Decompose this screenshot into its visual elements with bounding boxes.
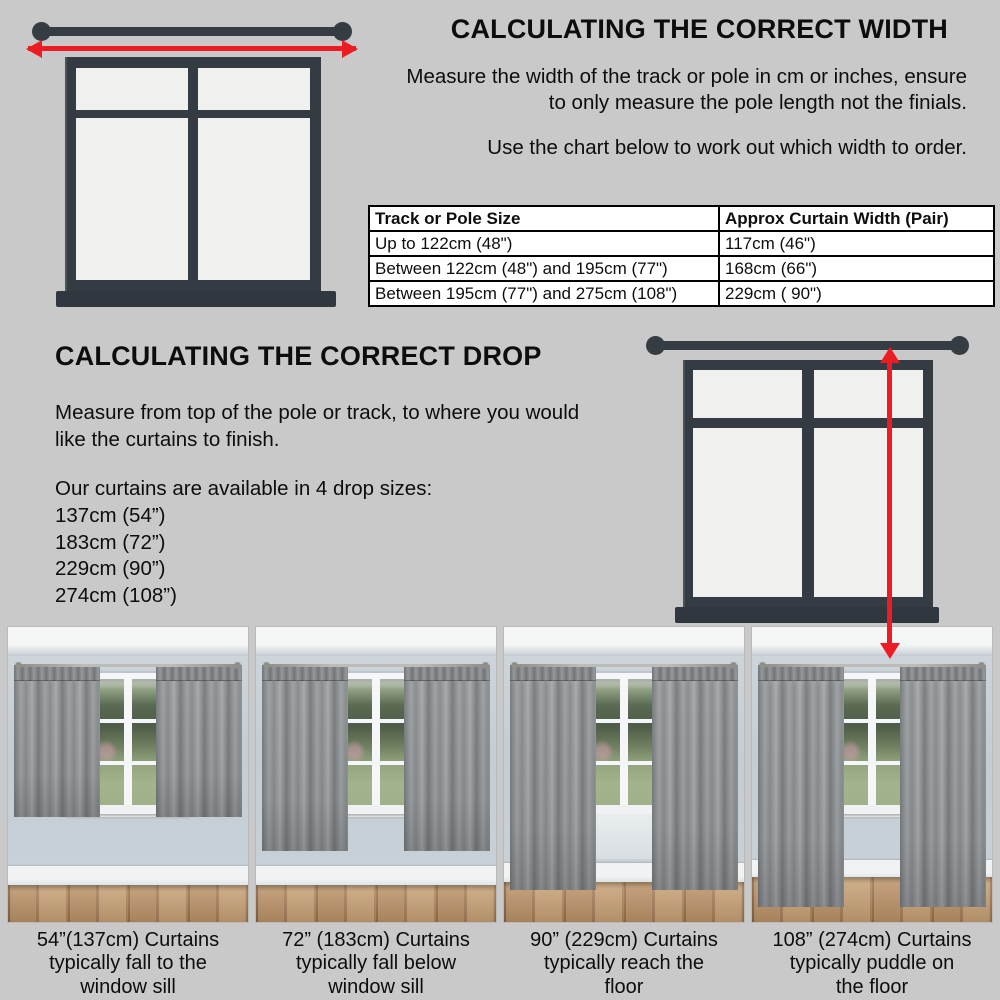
caption-line: window sill — [328, 975, 424, 998]
example-photo-row — [8, 627, 992, 922]
pole-finial-left — [646, 336, 665, 355]
caption-line: 108” (274cm) Curtains — [772, 929, 972, 951]
caption-line: typically fall to the — [49, 952, 207, 975]
left-curtain — [510, 665, 596, 890]
right-curtain — [652, 665, 738, 890]
table-header-cell-curtain-width: Approx Curtain Width (Pair) — [719, 206, 994, 231]
window-pane — [198, 68, 310, 110]
window-frame — [65, 57, 321, 291]
table-cell: 117cm (46") — [719, 231, 994, 256]
table-cell: Up to 122cm (48") — [369, 231, 719, 256]
curtain-example-photo-54in — [8, 627, 248, 922]
right-curtain — [156, 665, 242, 817]
caption-line: 90” (229cm) Curtains — [530, 929, 718, 951]
window-sill — [675, 607, 939, 623]
drop-measure-arrow-icon — [887, 362, 892, 644]
table-row — [369, 281, 994, 306]
left-curtain — [262, 665, 348, 851]
drop-sizes-intro: Our curtains are available in 4 drop sizes: — [55, 477, 433, 500]
pole-finial-left — [759, 662, 766, 669]
crown-molding — [256, 646, 496, 656]
arrow-head-left-icon — [26, 40, 42, 58]
window-pane — [76, 68, 188, 110]
drop-instructions — [55, 399, 579, 453]
caption-line: the floor — [835, 975, 909, 998]
left-curtain — [758, 665, 844, 907]
table-cell: 168cm (66") — [719, 256, 994, 281]
curtain-example-photo-72in — [256, 627, 496, 922]
pole-finial-left — [263, 662, 270, 669]
caption-line: typically puddle on — [789, 952, 955, 975]
drop-size-item: 274cm (108”) — [55, 583, 177, 607]
table-row — [369, 256, 994, 281]
arrow-head-down-icon — [880, 643, 900, 659]
arrow-head-up-icon — [880, 347, 900, 363]
pole-finial-left — [511, 662, 518, 669]
photo-curtain-pole — [266, 664, 487, 667]
window-sill — [56, 291, 336, 307]
width-instructions — [327, 64, 967, 115]
drop-size-item: 229cm (90”) — [55, 557, 166, 580]
window-pane — [814, 370, 923, 418]
caption-line: typically fall below — [295, 952, 457, 975]
window-pane — [693, 428, 802, 597]
photo-caption-90in — [504, 929, 744, 999]
wall-highlight — [595, 814, 653, 858]
ceiling — [256, 627, 496, 646]
table-cell: Between 195cm (77") and 275cm (108") — [369, 281, 719, 306]
table-cell: 229cm ( 90") — [719, 281, 994, 306]
baseboard — [8, 866, 248, 885]
drop-size-item: 183cm (72”) — [55, 530, 166, 554]
ceiling — [8, 627, 248, 646]
width-section-title: CALCULATING THE CORRECT WIDTH — [450, 14, 948, 44]
window-diagram-width — [28, 20, 356, 312]
caption-line: 54”(137cm) Curtains — [36, 929, 220, 951]
photo-curtain-pole — [514, 664, 735, 667]
table-header-row — [369, 206, 994, 231]
width-chart-note: Use the chart below to work out which width to order. — [487, 136, 967, 159]
window-mullion — [620, 679, 628, 812]
window-frame — [683, 360, 933, 607]
window-mullion — [124, 679, 132, 812]
table-cell: Between 122cm (48") and 195cm (77") — [369, 256, 719, 281]
curtain-example-photo-90in — [504, 627, 744, 922]
arrow-head-right-icon — [342, 40, 358, 58]
crown-molding — [8, 646, 248, 656]
window-mullion — [372, 679, 380, 812]
photo-curtain-pole — [762, 664, 983, 667]
left-curtain — [14, 665, 100, 817]
right-curtain — [404, 665, 490, 851]
pole-finial-left — [15, 662, 22, 669]
drop-instructions-line2: like the curtains to finish. — [55, 428, 280, 451]
wood-floor — [256, 885, 496, 922]
caption-line: floor — [604, 975, 644, 998]
window-mullion — [868, 679, 876, 812]
curtain-example-photo-108in — [752, 627, 992, 922]
window-diagram-drop — [645, 330, 975, 662]
caption-line: window sill — [80, 975, 176, 998]
width-measure-arrow-icon — [28, 46, 356, 51]
photo-caption-54in — [8, 929, 248, 999]
curtain-pole — [654, 341, 961, 350]
table-row — [369, 231, 994, 256]
caption-line: 72” (183cm) Curtains — [282, 929, 470, 951]
pole-finial-left — [32, 22, 51, 41]
caption-line: typically reach the — [543, 952, 705, 975]
baseboard — [256, 866, 496, 885]
width-instructions-line1: Measure the width of the track or pole in cm or inches, ensure — [406, 65, 967, 88]
window-pane — [198, 118, 310, 280]
photo-curtain-pole — [18, 664, 239, 667]
photo-caption-72in — [256, 929, 496, 999]
window-pane — [76, 118, 188, 280]
drop-instructions-line1: Measure from top of the pole or track, to where you would — [55, 401, 580, 424]
drop-section-title: CALCULATING THE CORRECT DROP — [55, 341, 542, 371]
window-pane — [814, 428, 923, 597]
curtain-pole — [40, 27, 344, 36]
table-header-cell-pole-size: Track or Pole Size — [369, 206, 719, 231]
right-curtain — [900, 665, 986, 907]
size-table — [368, 205, 995, 307]
width-instructions-line2: to only measure the pole length not the finials. — [548, 90, 967, 114]
photo-caption-108in — [752, 929, 992, 999]
drop-size-item: 137cm (54”) — [55, 504, 166, 527]
pole-finial-right — [333, 22, 352, 41]
caption-row — [8, 929, 992, 999]
drop-sizes-list — [55, 503, 177, 609]
pole-finial-right — [950, 336, 969, 355]
wood-floor — [8, 885, 248, 922]
window-pane — [693, 370, 802, 418]
